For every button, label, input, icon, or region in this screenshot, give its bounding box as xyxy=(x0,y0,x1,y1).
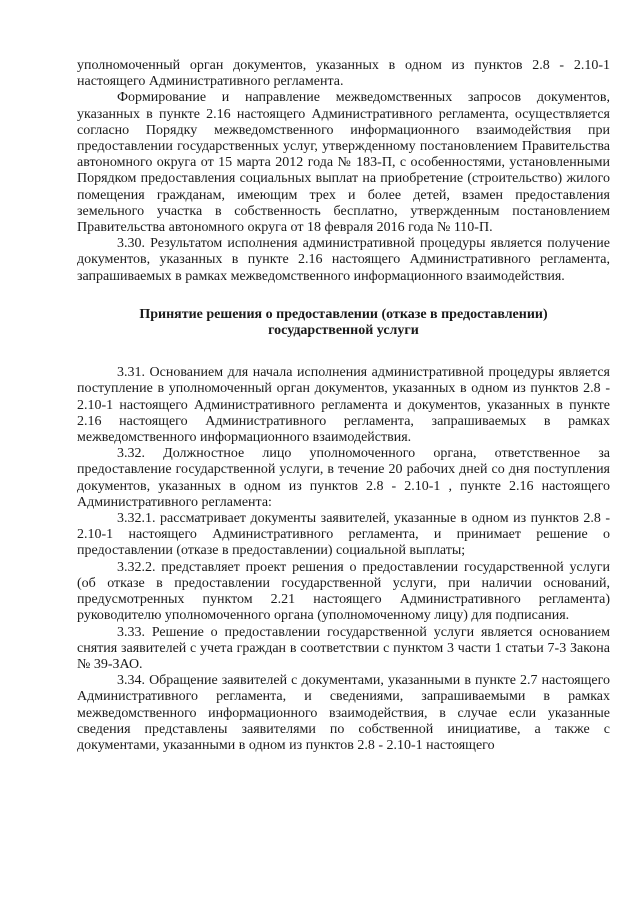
paragraph-interagency-requests: Формирование и направление межведомственных запросов документов, указанных в пункте 2.16 настоящего Административного регламента, осуществляется согласно Порядку межведомственного информационного взаимодействия при предоставлении государственных услуг, утвержденному постановлением Правительства автономного округа от 15 марта 2012 года № 183-П, с особенностями, установленными Порядком предоставления социальных выплат на приобретение (строительство) жилого помещения гражданам, имеющим трех и более детей, взамен предоставления земельного участка в собственность бесплатно, утвержденным постановлением Правительства автономного округа от 18 февраля 2016 года № 110-П. xyxy=(77,90,610,236)
paragraph-3-32-2: 3.32.2. представляет проект решения о предоставлении государственной услуги (об отказе в предоставлении государственной услуги, при наличии оснований, предусмотренных пунктом 2.21 настоящего Административного регламента) руководителю уполномоченного органа (уполномоченному лицу) для подписания. xyxy=(77,559,610,624)
paragraph-3-33: 3.33. Решение о предоставлении государственной услуги является основанием снятия заявителей с учета граждан в соответствии с пунктом 3 части 1 статьи 7-3 Закона № 39-ЗАО. xyxy=(77,624,610,672)
paragraph-3-31: 3.31. Основанием для начала исполнения административной процедуры является поступление в уполномоченный орган документов, указанных в одном из пунктов 2.8 - 2.10-1 настоящего Административного регламента и документов, указанных в пункте 2.16 настоящего Административного регламента, запрашиваемых в рамках межведомственного информационного взаимодействия. xyxy=(77,365,610,446)
section-heading-line-2: государственной услуги xyxy=(268,323,419,339)
paragraph-3-34: 3.34. Обращение заявителей с документами, указанными в пункте 2.7 настоящего Административного регламента, и сведениями, запрашиваемыми в рамках межведомственного информационного взаимодействия, в случае если указанные сведения представлены заявителями по собственной инициативе, а также с документами, указанными в одном из пунктов 2.8 - 2.10-1 настоящего xyxy=(77,673,610,753)
paragraph-3-32-1: 3.32.1. рассматривает документы заявителей, указанные в одном из пунктов 2.8 - 2.10-1 настоящего Административного регламента, и принимает решение о предоставлении (отказе в предоставлении) социальной выплаты; xyxy=(77,511,610,559)
paragraph-3-30: 3.30. Результатом исполнения административной процедуры является получение документов, указанных в пункте 2.16 настоящего Административного регламента, запрашиваемых в рамках межведомственного информационного взаимодействия. xyxy=(77,236,610,284)
section-heading-line-1: Принятие решения о предоставлении (отказе в предоставлении) xyxy=(139,306,548,322)
paragraph-continuation: уполномоченный орган документов, указанных в одном из пунктов 2.8 - 2.10-1 настоящего Административного регламента. xyxy=(77,58,610,90)
paragraph-3-32: 3.32. Должностное лицо уполномоченного органа, ответственное за предоставление государственной услуги, в течение 20 рабочих дней со дня поступления документов, указанных в одном из пунктов 2.8 - 2.10-1 , пункте 2.16 настоящего Административного регламента: xyxy=(77,446,610,510)
document-page xyxy=(77,58,610,754)
section-heading xyxy=(77,307,610,339)
